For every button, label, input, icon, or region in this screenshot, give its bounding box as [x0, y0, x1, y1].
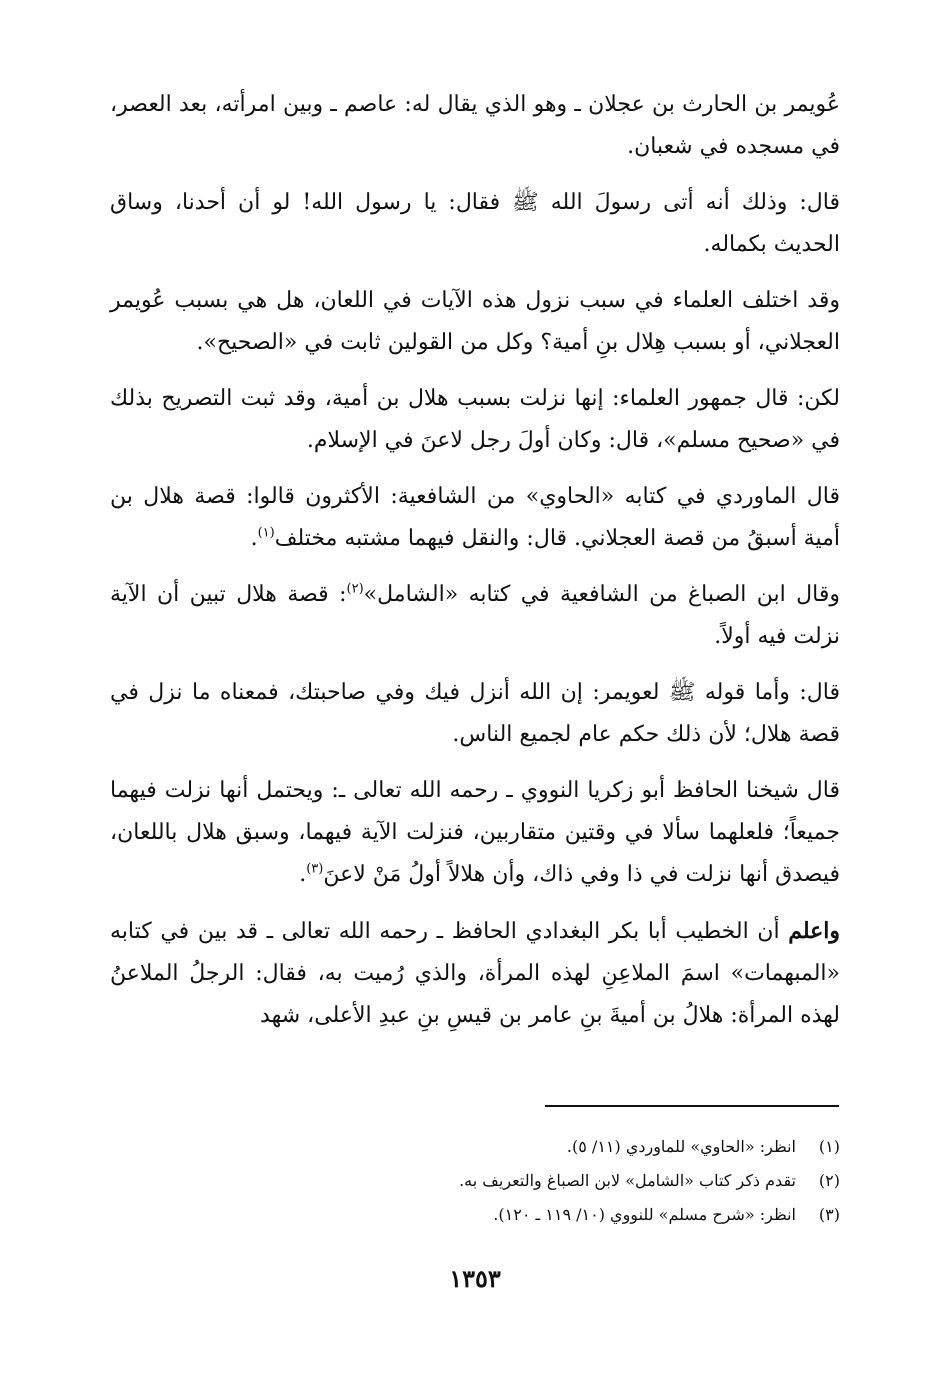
paragraph-text: أن الخطيب أبا بكر البغدادي الحافظ ـ رحمه الله تعالى ـ قد بين في كتابه «المبهمات» اسمَ الملاعِنِ لهذه المرأة، والذي رُميت به، فقال: الرجلُ الملاعنُ لهذه المرأة: هلالُ بن أميةَ بنِ عامر بن قيسِ بنِ عبدِ الأعلى، شهد — [110, 919, 840, 1028]
footnote-separator — [545, 1105, 839, 1107]
paragraph-text: وقال ابن الصباغ من الشافعية في كتابه «الشامل» — [363, 582, 840, 607]
paragraph-1 — [110, 84, 840, 168]
footnote-text: انظر: «الحاوي» للماوردي (١١/ ٥). — [566, 1137, 796, 1156]
footnote-ref-3[interactable]: (٣) — [306, 861, 324, 877]
paragraph-text: قال شيخنا الحافظ أبو زكريا النووي ـ رحمه الله تعالى ـ: ويحتمل أنها نزلت فيهما جميعاً؛ فلعلهما سألا في وقتين متقاربين، فنزلت الآية فيهما، وسبق هلال باللعان، فيصدق أنها نزلت في ذا وفي ذاك، وأن هلالاً أولُ مَنْ لاعنَ — [110, 778, 840, 887]
paragraph-text: عُويمر بن الحارث بن عجلان ـ وهو الذي يقال له: عاصم ـ وبين امرأته، بعد العصر، في مسجده في شعبان. — [110, 92, 840, 159]
paragraph-6 — [110, 574, 840, 658]
paragraph-text: قال الماوردي في كتابه «الحاوي» من الشافعية: الأكثرون قالوا: قصة هلال بن أمية أسبقُ من قصة العجلاني. قال: والنقل فيهما مشتبه مختلف — [110, 484, 841, 551]
paragraph-text: وقد اختلف العلماء في سبب نزول هذه الآيات في اللعان، هل هي بسبب عُويمر العجلاني، أو بسبب هِلال بنِ أمية؟ وكل من القولين ثابت في «الصحيح». — [110, 288, 840, 355]
paragraph-8 — [110, 770, 840, 896]
footnote-ref-1[interactable]: (١) — [257, 525, 275, 541]
paragraph-5 — [110, 476, 840, 560]
footnote-3 — [110, 1198, 840, 1232]
footnote-text: تقدم ذكر كتاب «الشامل» لابن الصباغ والتعريف به. — [459, 1171, 796, 1190]
paragraph-7 — [110, 672, 840, 756]
footnote-number: (١) — [818, 1137, 840, 1156]
paragraph-tail: . — [299, 862, 307, 887]
paragraph-4 — [110, 378, 840, 462]
footnote-2 — [110, 1164, 840, 1198]
paragraph-3 — [110, 280, 840, 364]
main-text — [110, 84, 840, 1051]
footnotes — [110, 1130, 840, 1232]
paragraph-2 — [110, 182, 840, 266]
paragraph-text: لكن: قال جمهور العلماء: إنها نزلت بسبب هلال بن أمية، وقد ثبت التصريح بذلك في «صحيح مسلم»، قال: وكان أولَ رجل لاعنَ في الإسلام. — [110, 386, 840, 453]
paragraph-9 — [110, 910, 840, 1037]
footnote-number: (٢) — [818, 1171, 840, 1190]
paragraph-text: قال: وأما قوله ﷺ لعويمر: إن الله أنزل فيك وفي صاحبتك، فمعناه ما نزل في قصة هلال؛ لأن ذلك حكم عام لجميع الناس. — [110, 680, 840, 747]
footnote-1 — [110, 1130, 840, 1164]
paragraph-text: قال: وذلك أنه أتى رسولَ الله ﷺ فقال: يا رسول الله! لو أن أحدنا، وساق الحديث بكماله. — [110, 190, 840, 257]
page-number: ١٣٥٣ — [449, 1264, 501, 1293]
footnote-text: انظر: «شرح مسلم» للنووي (١٠/ ١١٩ ـ ١٢٠). — [493, 1205, 796, 1224]
footnote-number: (٣) — [818, 1205, 840, 1224]
paragraph-tail: . — [250, 526, 258, 551]
footnote-ref-2[interactable]: (٢) — [346, 581, 364, 597]
paragraph-lead-word: واعلم — [788, 918, 840, 944]
paragraph-tail: : قصة هلال تبين أن الآية نزلت فيه أولاً. — [110, 582, 840, 649]
